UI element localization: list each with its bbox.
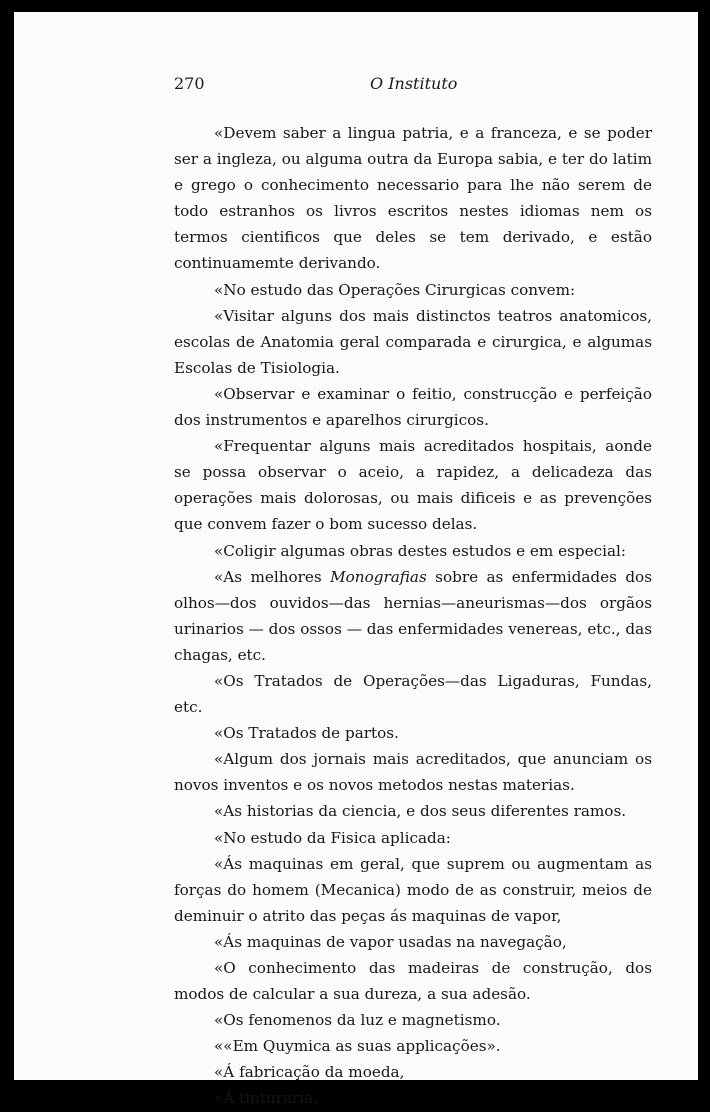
- page-number: 270: [174, 74, 205, 93]
- body-text: [174, 120, 652, 1112]
- paragraph: «Os Tratados de partos.: [214, 724, 399, 743]
- paragraph: [174, 564, 652, 668]
- paragraph-text: «As melhores: [214, 567, 331, 586]
- book-page: [14, 12, 698, 1108]
- page-header: [174, 74, 474, 98]
- paragraph: «Visitar alguns dos mais distinctos teatros anatomicos, escolas de Anatomia geral comparada e cirurgica, e algumas Escolas de Tisiologia.: [174, 306, 652, 377]
- paragraph: «Coligir algumas obras destes estudos e em especial:: [214, 541, 627, 560]
- paragraph: «Algum dos jornais mais acreditados, que anunciam os novos inventos e os novos metodos nestas materias.: [174, 750, 652, 795]
- paragraph: «Ás maquinas em geral, que suprem ou augmentam as forças do homem (Mecanica) modo de as construir, meios de deminuir o atrito das peças ás maquinas de vapor,: [174, 854, 652, 925]
- paragraph: «Frequentar alguns mais acreditados hospitais, aonde se possa observar o aceio, a rapidez, a delicadeza das operações mais dolorosas, ou mais dificeis e as prevenções que convem fazer o bom sucesso delas.: [174, 437, 652, 534]
- paragraph: «Os fenomenos da luz e magnetismo.: [214, 1011, 501, 1030]
- paragraph: «Devem saber a lingua patria, e a franceza, e se poder ser a ingleza, ou alguma outra da Europa sabia, e ter do latim e grego o conhecimento necessario para lhe não serem de todo estranhos os livros escritos nestes idiomas nem os termos cientificos que deles se tem derivado, e estão continuamemte derivando.: [174, 124, 652, 273]
- paragraph: «No estudo da Fisica aplicada:: [214, 828, 451, 847]
- paragraph: «Observar e examinar o feitio, construcção e perfeição dos instrumentos e aparelhos cirurgicos.: [174, 384, 652, 430]
- emphasized-title: Monografias: [330, 567, 427, 586]
- paragraph: «Ás maquinas de vapor usadas na navegação,: [214, 932, 567, 951]
- paragraph: «No estudo das Operações Cirurgicas convem:: [214, 280, 576, 299]
- paragraph: «Os Tratados de Operações—das Ligaduras, Fundas, etc.: [174, 671, 652, 717]
- paragraph: «Á fabricação da moeda,: [214, 1063, 405, 1082]
- paragraph: «O conhecimento das madeiras de construção, dos modos de calcular a sua dureza, a sua adesão.: [174, 959, 652, 1004]
- paragraph: «Á tinturaria,: [214, 1089, 319, 1108]
- paragraph: «As historias da ciencia, e dos seus diferentes ramos.: [214, 802, 627, 821]
- paragraph: ««Em Quymica as suas applicações».: [214, 1037, 501, 1056]
- paragraph-text: sobre as enfermidades dos olhos—dos ouvidos—das hernias—aneurismas—dos orgãos urinarios — dos ossos — das enfermidades venereas, etc., das chagas, etc.: [174, 567, 652, 664]
- running-title: O Instituto: [370, 74, 458, 93]
